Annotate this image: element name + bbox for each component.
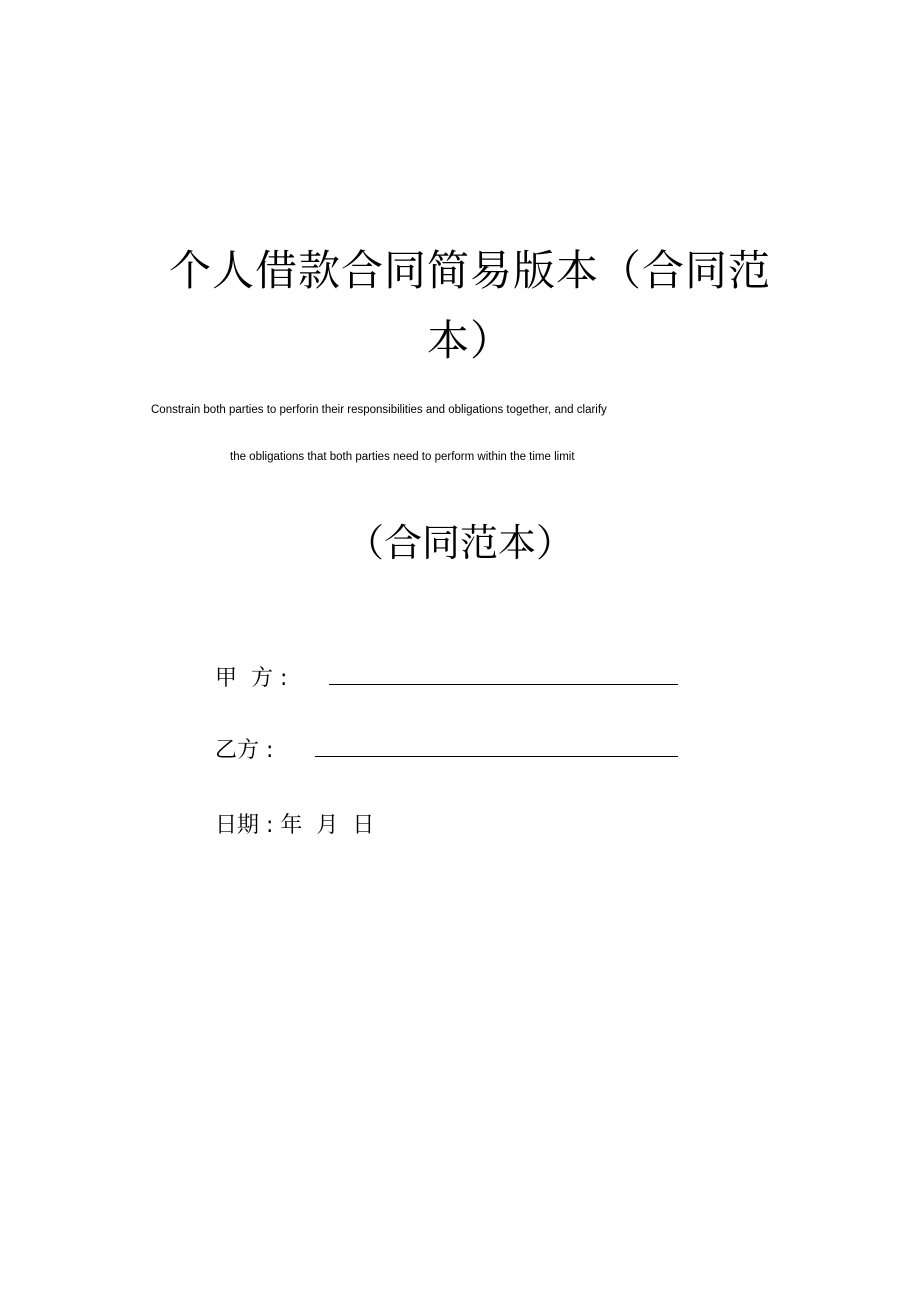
- party-b-field: [215, 733, 273, 764]
- date-label: 日期 : 年 月 日: [215, 813, 375, 838]
- contract-template-heading: （合同范本）: [345, 521, 574, 565]
- date-field: [215, 808, 374, 839]
- party-b-signature-line: [315, 756, 678, 757]
- party-a-field: [215, 661, 287, 692]
- party-a-label: 甲 方 :: [215, 666, 288, 691]
- party-b-label: 乙方 :: [215, 738, 274, 763]
- party-a-signature-line: [329, 684, 678, 685]
- subtitle-line-2: the obligations that both parties need to perform within the time limit: [230, 451, 575, 463]
- subtitle-line-1: Constrain both parties to perforin their responsibilities and obligations together, and clarify: [151, 404, 607, 416]
- document-title: 个人借款合同简易版本（合同范本）: [168, 246, 771, 365]
